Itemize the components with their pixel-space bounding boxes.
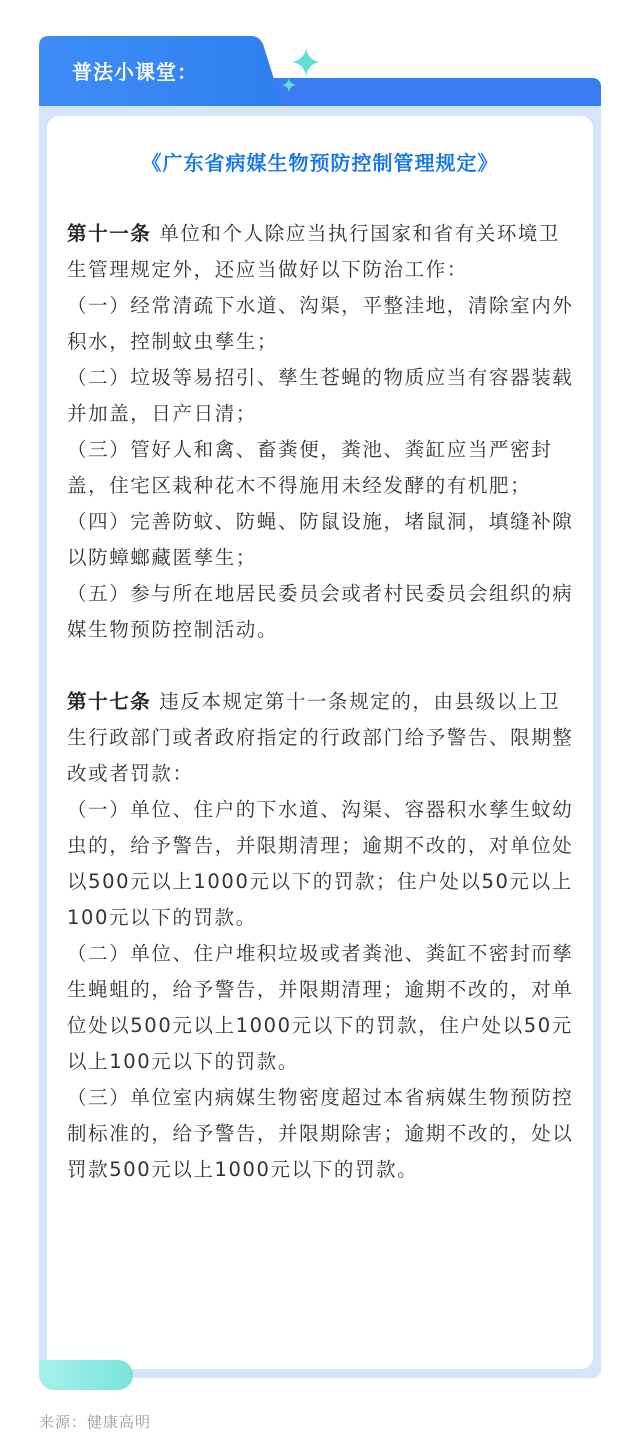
article-content	[67, 216, 575, 1188]
article-11-item: （一）经常清疏下水道、沟渠，平整洼地，清除室内外积水，控制蚊虫孳生；	[67, 294, 574, 353]
document-title: 《广东省病媒生物预防控制管理规定》	[141, 151, 499, 175]
article-11-item: （四）完善防蚊、防蝇、防鼠设施，堵鼠洞，填缝补隙以防蟑螂藏匿孳生；	[67, 510, 574, 569]
article-17-item: （三）单位室内病媒生物密度超过本省病媒生物预防控制标准的，给予警告，并限期除害；逾期不改的，处以罚款500元以上1000元以下的罚款。	[67, 1086, 574, 1181]
article-11-item: （二）垃圾等易招引、孳生苍蝇的物质应当有容器装载并加盖，日产日清；	[67, 366, 574, 425]
corner-decoration	[39, 1360, 133, 1390]
article-17-heading: 第十七条	[67, 690, 152, 713]
header-title: 普法小课堂：	[72, 60, 198, 84]
article-11-item: （三）管好人和禽、畜粪便，粪池、粪缸应当严密封盖，住宅区栽种花木不得施用未经发酵的有机肥；	[67, 438, 553, 497]
article-17-intro	[67, 684, 575, 792]
article-11-intro	[67, 216, 575, 288]
article-17-item: （二）单位、住户堆积垃圾或者粪池、粪缸不密封而孳生蝇蛆的，给予警告，并限期清理；逾期不改的，对单位处以500元以上1000元以下的罚款，住户处以50元以上100元以下的罚款。	[67, 942, 574, 1073]
article-11-heading: 第十一条	[67, 222, 152, 245]
article-11-intro-text: 单位和个人除应当执行国家和省有关环境卫生管理规定外，还应当做好以下防治工作：	[67, 222, 561, 281]
article-17-item: （一）单位、住户的下水道、沟渠、容器积水孳生蚊幼虫的，给予警告，并限期清理；逾期不改的，对单位处以500元以上1000元以下的罚款；住户处以50元以上100元以下的罚款。	[67, 798, 574, 929]
article-11-item: （五）参与所在地居民委员会或者村民委员会组织的病媒生物预防控制活动。	[67, 582, 574, 641]
article-17-intro-text: 违反本规定第十一条规定的，由县级以上卫生行政部门或者政府指定的行政部门给予警告、限期整改或者罚款：	[67, 690, 574, 785]
source-credit: 来源：健康高明	[39, 1413, 152, 1431]
paragraph-gap	[67, 648, 575, 684]
sparkle-icon	[280, 48, 324, 96]
